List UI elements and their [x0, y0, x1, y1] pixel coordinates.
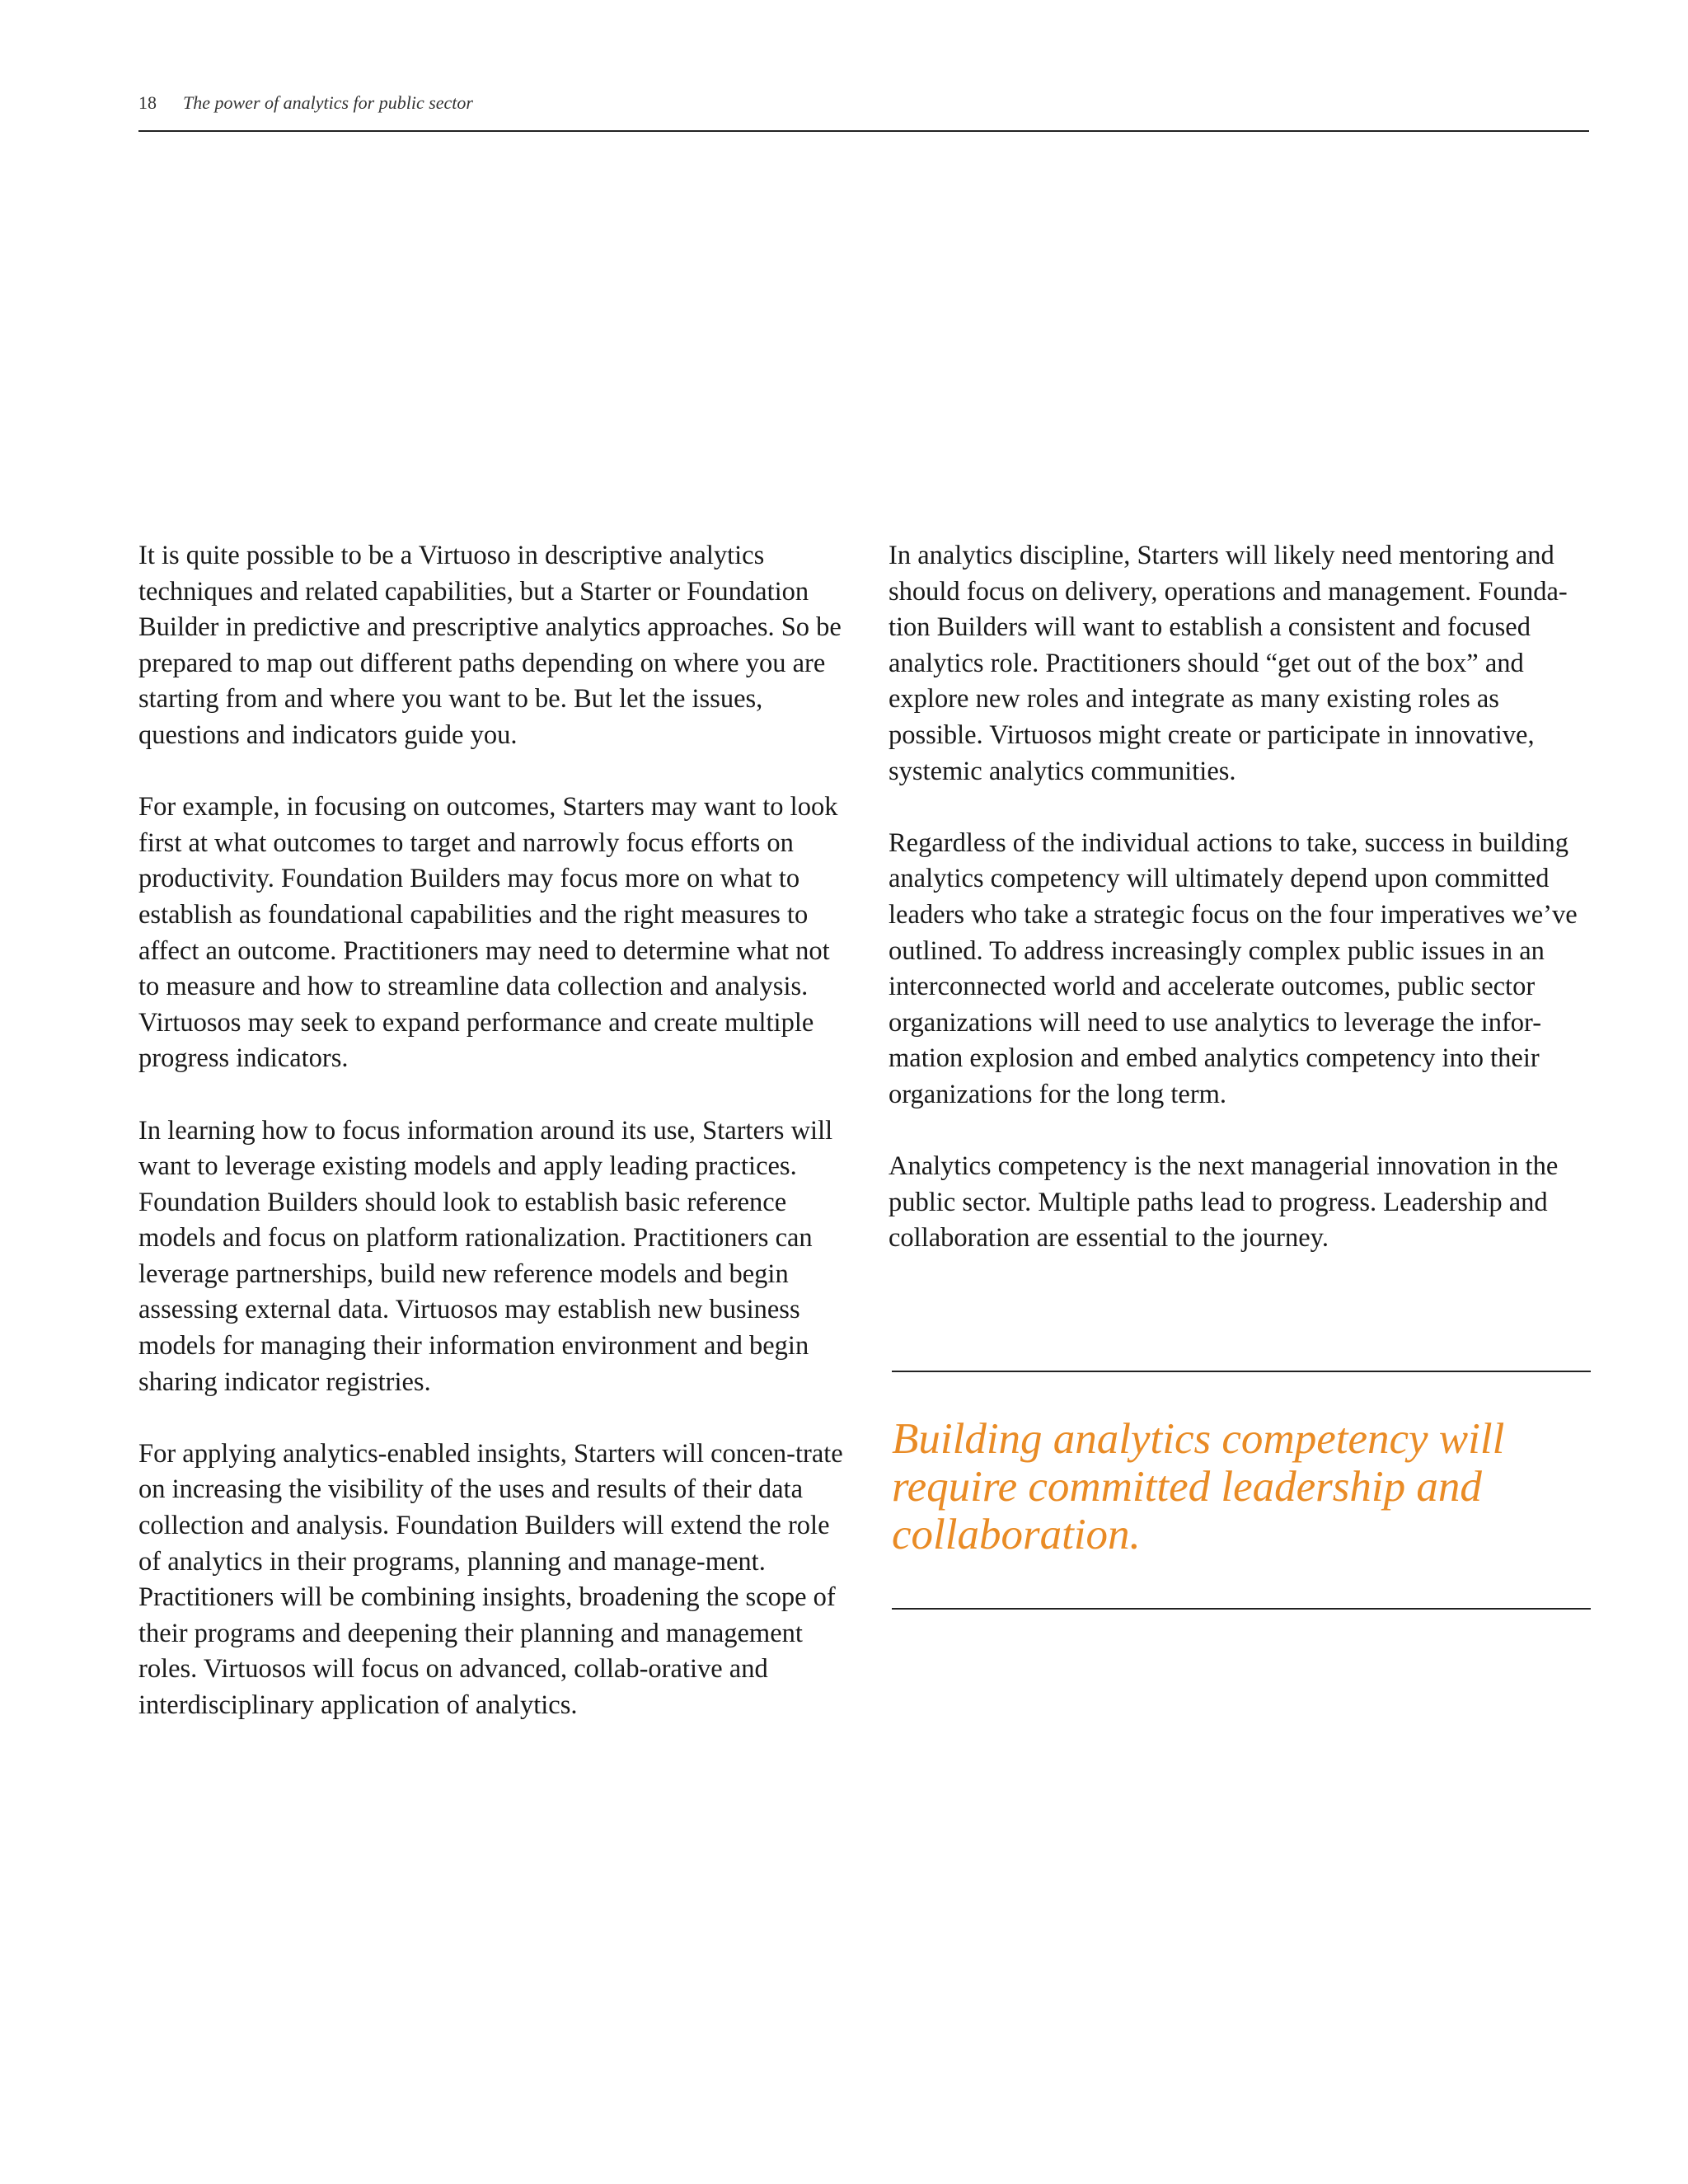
running-header: [138, 92, 1589, 132]
body-paragraph: In learning how to focus information around its use, Starters will want to leverage existing models and apply leading practices. Foundation Builders should look to establish basic reference models and focus on platform rationalization. Practitioners can leverage partnerships, build new reference models and begin assessing external data. Virtuosos may establish new business models for managing their information environment and begin sharing indicator registries.: [138, 1115, 833, 1397]
body-paragraph: Analytics competency is the next managerial innovation in the public sector. Multiple paths lead to progress. Leadership and collaboration are essential to the journey.: [889, 1151, 1559, 1254]
body-paragraph: It is quite possible to be a Virtuoso in descriptive analytics techniques and related capabilities, but a Starter or Foundation Builder in predictive and prescriptive analytics approaches. So be prepared to map out different paths depending on where you are starting from and where you want to be. But let the issues, questions and indicators guide you.: [138, 541, 842, 750]
pull-quote-bottom-rule: [892, 1608, 1591, 1610]
body-paragraph: For example, in focusing on outcomes, Starters may want to look first at what outcomes to target and narrowly focus efforts on productivity. Foundation Builders may focus more on what to establish as foundational capabilities and the right measures to affect an outcome. Practitioners may need to determine what not to measure and how to streamline data collection and analysis. Virtuosos may seek to expand performance and create multiple progress indicators.: [138, 792, 838, 1074]
body-paragraph: Regardless of the individual actions to take, success in building analytics competency will ultimately depend upon committed leaders who take a strategic focus on the four imperatives we’ve outlined. To address increasingly complex public issues in an interconnected world and accelerate outcomes, public sector organizations will need to use analytics to leverage the infor-mation explosion and embed analytics competency into their organizations for the long term.: [889, 827, 1578, 1109]
header-rule: [138, 130, 1589, 132]
page-number: 18: [138, 92, 157, 113]
pull-quote: [892, 1371, 1591, 1610]
body-paragraph: For applying analytics-enabled insights, Starters will concen-trate on increasing the visibility of the uses and results of their data collection and analysis. Foundation Builders will extend the role of analytics in their programs, planning and manage-ment. Practitioners will be combining insights, broadening the scope of their programs and deepening their planning and management roles. Virtuosos will focus on advanced, collab-orative and interdisciplinary application of analytics.: [138, 1438, 843, 1720]
pull-quote-top-rule: [892, 1371, 1591, 1372]
left-column: [138, 538, 847, 1760]
right-column: [889, 538, 1597, 1292]
body-paragraph: In analytics discipline, Starters will likely need mentoring and should focus on delivery, operations and management. Founda-tion Builders will want to establish a consistent and focused analytics role. Practitioners should “get out of the box” and explore new roles and integrate as many existing roles as possible. Virtuosos might create or participate in innovative, systemic analytics communities.: [889, 541, 1568, 786]
running-title: The power of analytics for public sector: [183, 92, 473, 113]
pull-quote-text: Building analytics competency will require committed leadership and collaboration.: [892, 1415, 1505, 1558]
